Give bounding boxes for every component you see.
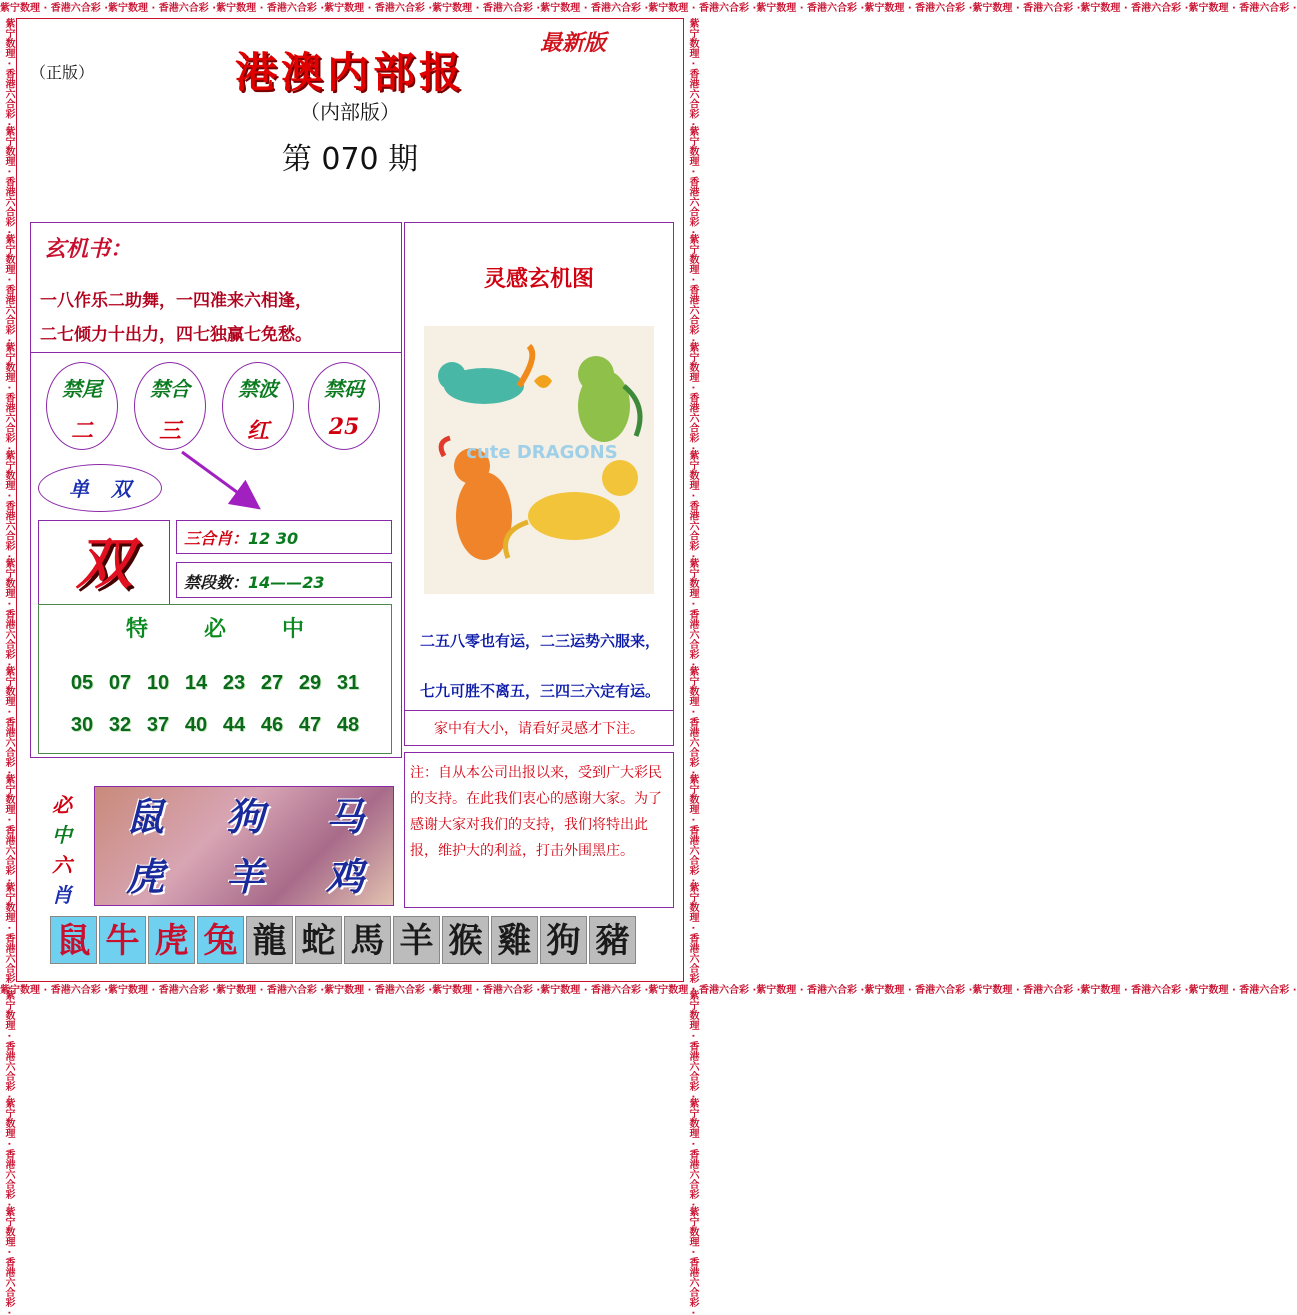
oval-label: 禁尾	[62, 377, 102, 401]
oval-label: 禁码	[324, 377, 364, 401]
page-title: 港澳内部报	[234, 48, 465, 97]
oval-label: 禁合	[150, 377, 190, 401]
animal-cell: 鼠	[125, 794, 164, 839]
zodiac-tile: 豬	[589, 916, 636, 964]
xuanjishu-line-2: 二七倾力十出力，四七独赢七免愁。	[40, 325, 312, 345]
number-cell: 14	[184, 672, 208, 694]
notice-divider	[404, 710, 674, 711]
number-row-1	[48, 672, 382, 695]
sanhe-label: 三合肖：	[184, 529, 249, 548]
oval-value: 红	[246, 418, 269, 444]
zodiac-tile: 猴	[442, 916, 489, 964]
jinma-line	[184, 570, 325, 593]
bizhong-liuxiao-label	[42, 790, 82, 910]
left-border-strip: 紫宁数理 · 香港六合彩 ·紫宁数理 · 香港六合彩 ·紫宁数理 · 香港六合彩 ·紫宁数理 · 香港六合彩 ·紫宁数理 · 香港六合彩 ·紫宁数理 · 香港六合彩 ·紫宁数理 · 香港六合彩 ·紫宁数理 · 香港六合彩 ·紫宁数理 · 香港六合彩 ·紫宁数理 · 香港六合彩 ·紫宁数理 · 香港六合彩 ·紫宁数理 · 香港六合彩 ·	[3, 18, 14, 1315]
animal-cell: 鸡	[325, 854, 364, 899]
dragon-illustration	[424, 326, 654, 594]
jinma-label: 禁段数：	[184, 573, 249, 592]
number-cell: 27	[260, 672, 284, 694]
bizhong-char: 六	[52, 853, 72, 877]
zodiac-tile: 兔	[197, 916, 244, 964]
number-cell: 31	[336, 672, 360, 694]
sanhe-line	[184, 526, 298, 549]
number-cell: 40	[184, 714, 208, 736]
oval-value: 25	[328, 414, 360, 440]
oval-value: 二	[70, 418, 93, 444]
zodiac-tile: 鼠	[50, 916, 97, 964]
shuang-big-char: 双	[76, 531, 132, 597]
bizhong-char: 肖	[52, 883, 72, 907]
notice-text: 家中有大小，请看好灵感才下注。	[434, 721, 644, 737]
xuanjishu-divider	[30, 352, 402, 353]
number-cell: 37	[146, 714, 170, 736]
danshuang-oval: 单双	[38, 464, 162, 512]
verse-line-1: 二五八零也有运，二三运势六服来，	[419, 632, 660, 650]
oval-jinma	[308, 362, 380, 450]
tebizhong-char: 特	[125, 616, 148, 642]
arrow-icon	[178, 448, 268, 518]
zodiac-tile: 羊	[393, 916, 440, 964]
jinma-value: 14——23	[248, 573, 325, 592]
animal-grid	[94, 786, 394, 906]
tebizhong-char: 中	[282, 616, 305, 642]
number-cell: 46	[260, 714, 284, 736]
tebizhong-title	[38, 612, 392, 643]
dragons-image	[424, 326, 654, 594]
oval-jinhe	[134, 362, 206, 450]
number-cell: 29	[298, 672, 322, 694]
number-cell: 10	[146, 672, 170, 694]
bizhong-char: 必	[52, 793, 72, 817]
statement-text: 注：自从本公司出报以来，受到广大彩民的支持。在此我们衷心的感谢大家。为了感谢大家对我们的支持，我们将特出此报，维护大的利益，打击外围黑庄。	[410, 765, 662, 859]
verse-line-2: 七九可胜不离五，三四三六定有运。	[419, 682, 660, 700]
animal-cell: 马	[325, 794, 364, 839]
xuanjishu-line-1: 一八作乐二助舞，一四准来六相逢，	[40, 291, 312, 311]
number-cell: 07	[108, 672, 132, 694]
right-border-strip: 紫宁数理 · 香港六合彩 ·紫宁数理 · 香港六合彩 ·紫宁数理 · 香港六合彩 ·紫宁数理 · 香港六合彩 ·紫宁数理 · 香港六合彩 ·紫宁数理 · 香港六合彩 ·紫宁数理 · 香港六合彩 ·紫宁数理 · 香港六合彩 ·紫宁数理 · 香港六合彩 ·紫宁数理 · 香港六合彩 ·紫宁数理 · 香港六合彩 ·紫宁数理 · 香港六合彩 ·	[687, 18, 698, 1315]
xuanjishu-title: 玄机书：	[44, 236, 133, 262]
number-cell: 30	[70, 714, 94, 736]
issue-number: 第 070 期	[281, 142, 419, 177]
animal-cell: 狗	[225, 794, 264, 839]
number-cell: 32	[108, 714, 132, 736]
animal-cell: 羊	[225, 854, 264, 899]
oval-jinbo	[222, 362, 294, 450]
zodiac-tile: 馬	[344, 916, 391, 964]
latest-tag: 最新版	[540, 30, 607, 56]
animal-cell: 虎	[125, 854, 164, 899]
zodiac-tile: 狗	[540, 916, 587, 964]
page-subtitle: （内部版）	[300, 100, 400, 124]
bizhong-char: 中	[52, 823, 72, 847]
top-border-strip: 紫宁数理 · 香港六合彩 ·紫宁数理 · 香港六合彩 ·紫宁数理 · 香港六合彩 ·紫宁数理 · 香港六合彩 ·紫宁数理 · 香港六合彩 ·紫宁数理 · 香港六合彩 ·紫宁数理 · 香港六合彩 ·紫宁数理 · 香港六合彩 ·紫宁数理 · 香港六合彩 ·紫宁数理 · 香港六合彩 ·紫宁数理 · 香港六合彩 ·紫宁数理 · 香港六合彩 ·	[0, 3, 1297, 14]
edition-tag: （正版）	[30, 63, 95, 82]
number-cell: 47	[298, 714, 322, 736]
image-caption: cute DRAGONS	[466, 442, 618, 463]
oval-jinwei	[46, 362, 118, 450]
number-cell: 05	[70, 672, 94, 694]
zodiac-tile: 蛇	[295, 916, 342, 964]
number-cell: 48	[336, 714, 360, 736]
sanhe-value: 12 30	[248, 529, 299, 548]
bottom-border-strip: 紫宁数理 · 香港六合彩 ·紫宁数理 · 香港六合彩 ·紫宁数理 · 香港六合彩 ·紫宁数理 · 香港六合彩 ·紫宁数理 · 香港六合彩 ·紫宁数理 · 香港六合彩 ·紫宁数理 · 香港六合彩 ·紫宁数理 · 香港六合彩 ·紫宁数理 · 香港六合彩 ·紫宁数理 · 香港六合彩 ·紫宁数理 · 香港六合彩 ·紫宁数理 · 香港六合彩 ·	[0, 985, 1297, 996]
lingan-title: 灵感玄机图	[483, 266, 594, 292]
zodiac-tile: 牛	[99, 916, 146, 964]
number-cell: 23	[222, 672, 246, 694]
zodiac-tile: 虎	[148, 916, 195, 964]
oval-value: 三	[158, 418, 181, 444]
zodiac-tile: 雞	[491, 916, 538, 964]
tebizhong-char: 必	[203, 616, 226, 642]
number-row-2	[48, 714, 382, 737]
zodiac-tile: 龍	[246, 916, 293, 964]
number-cell: 44	[222, 714, 246, 736]
oval-label: 禁波	[238, 377, 278, 401]
